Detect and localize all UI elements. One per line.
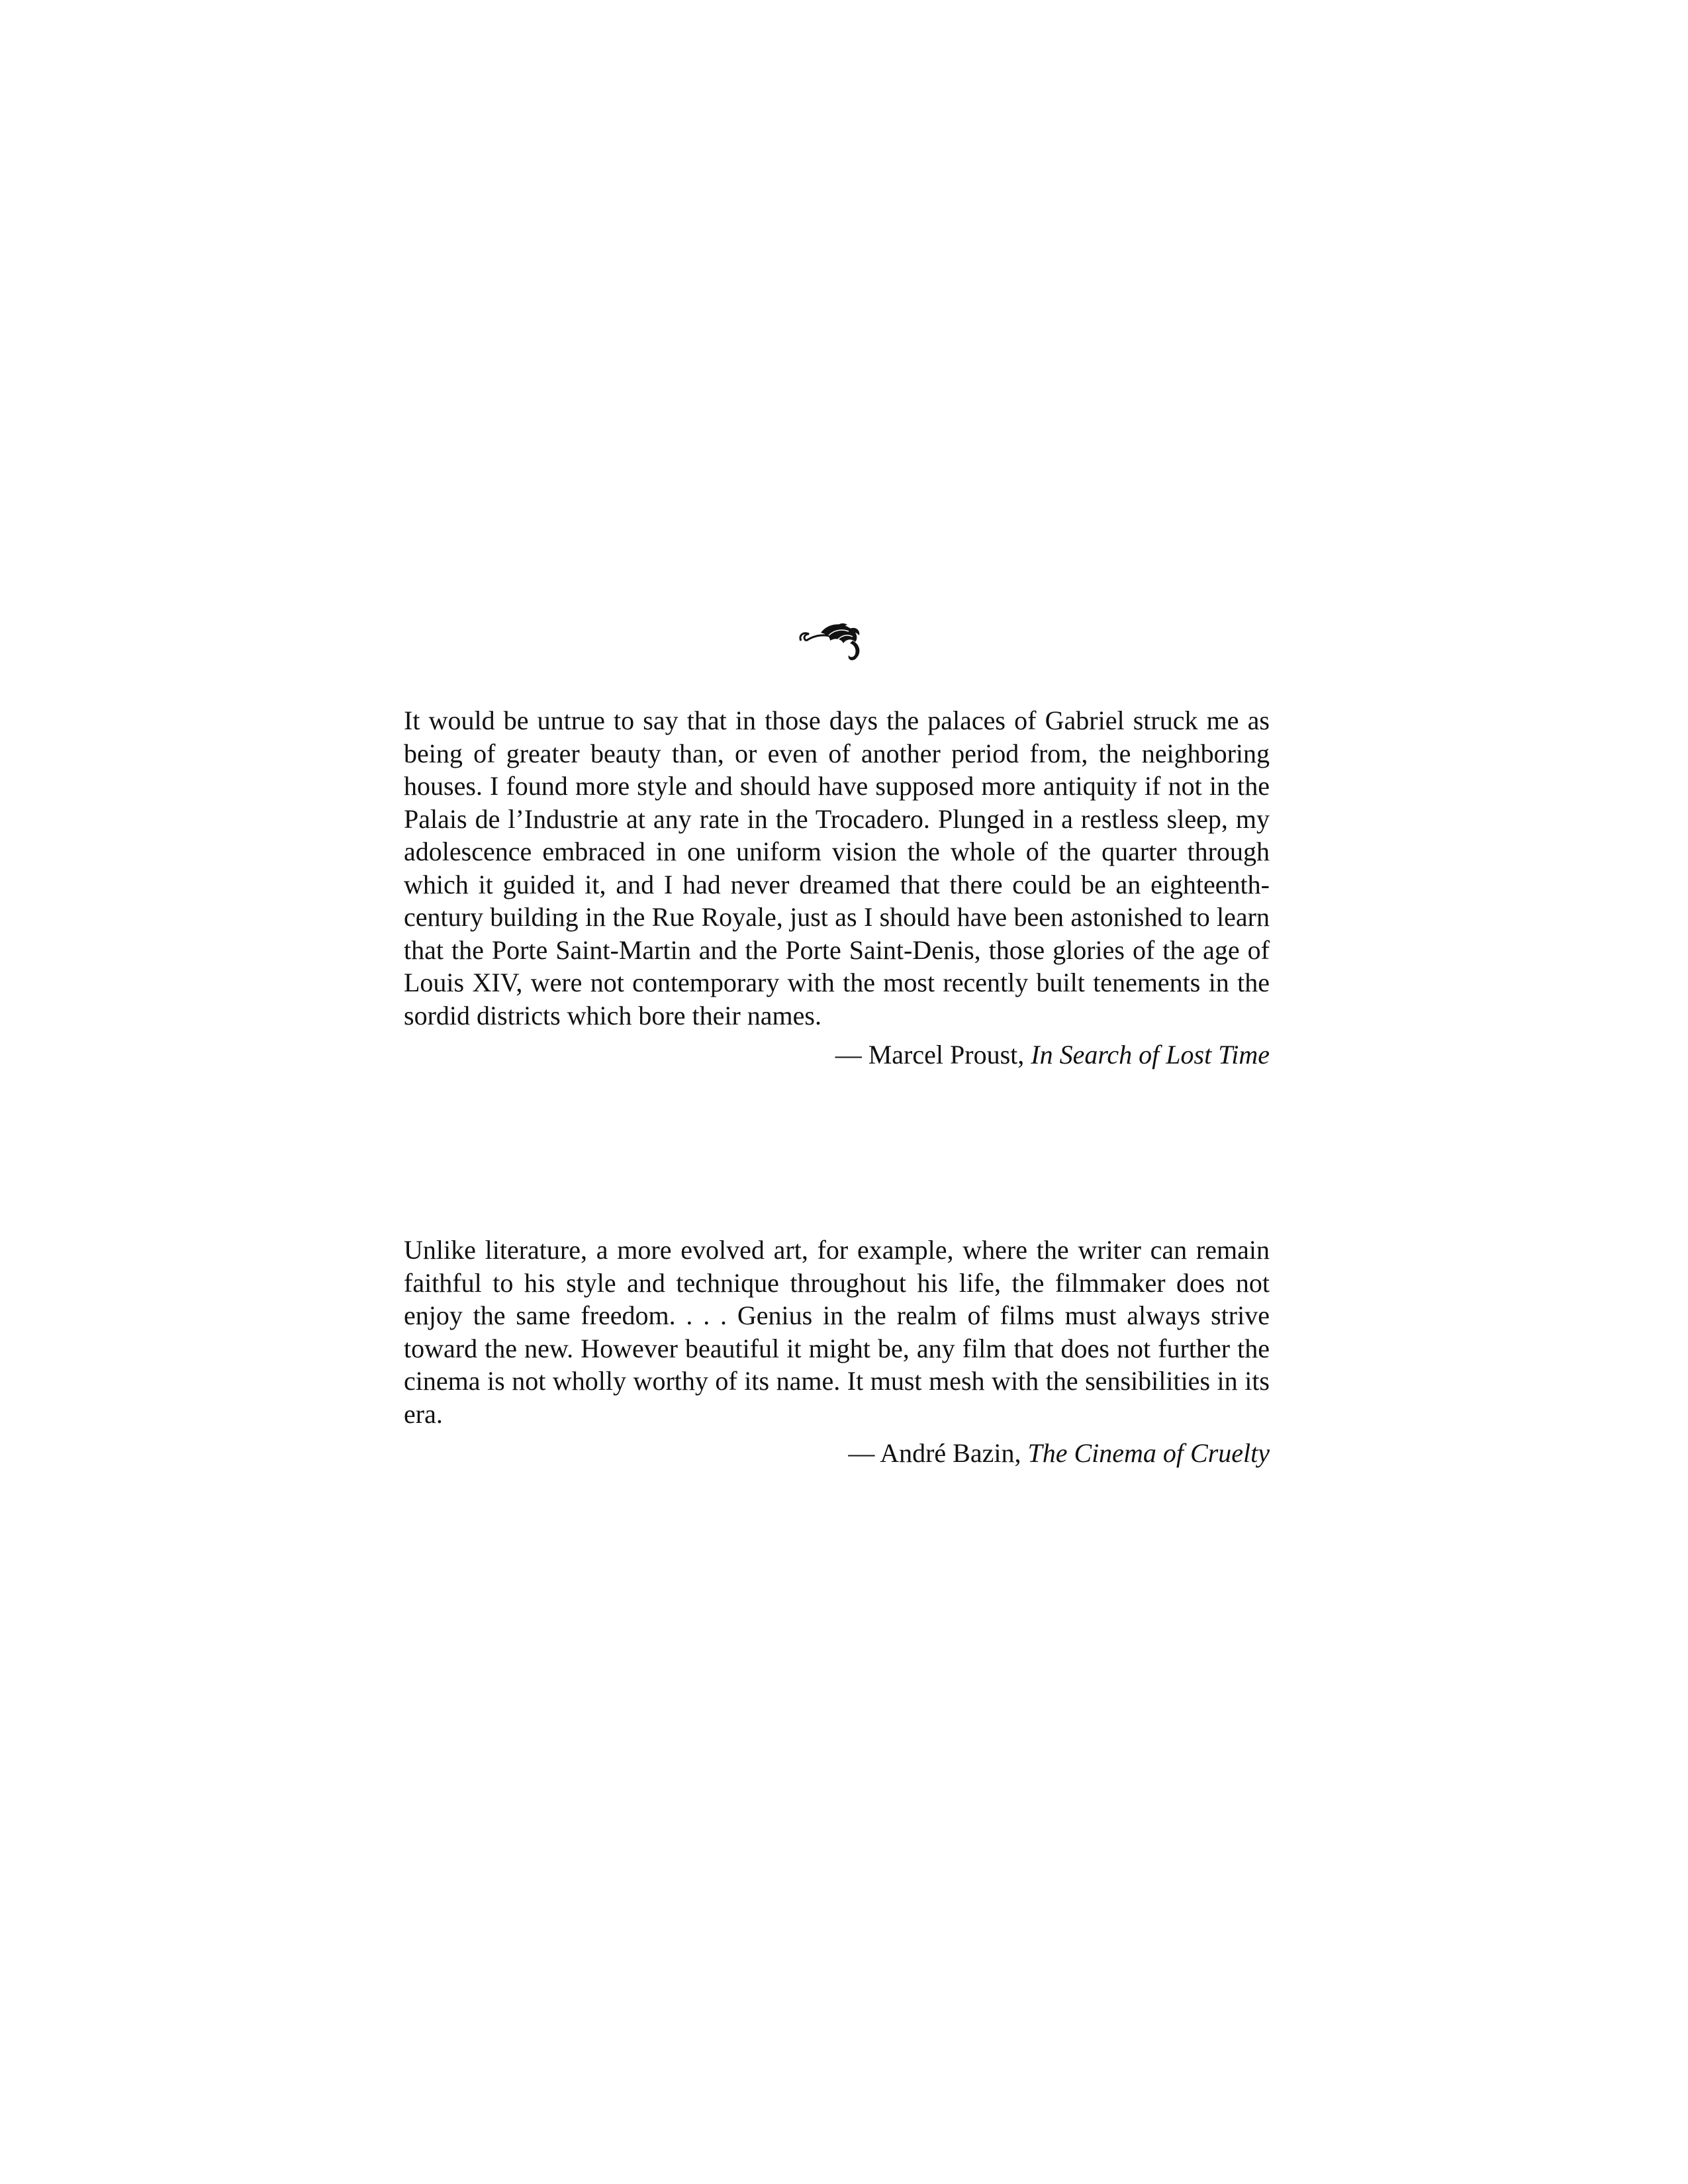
fleuron-icon	[794, 621, 867, 667]
author-name: — Marcel Proust,	[835, 1040, 1031, 1069]
attribution	[404, 1437, 1270, 1470]
author-name: — André Bazin,	[848, 1438, 1028, 1468]
epigraph-bazin	[404, 1234, 1270, 1470]
attribution	[404, 1038, 1270, 1071]
quote-text: Unlike literature, a more evolved art, for example, where the writer can remain faithful to his style and technique throughout his life, the filmmaker does not enjoy the same freedom. . . . Genius in the realm of films must always strive toward the new. However beautiful it might be, any film that does not further the cinema is not wholly worthy of its name. It must mesh with the sensibilities in its era.	[404, 1235, 1270, 1429]
work-title: In Search of Lost Time	[1031, 1040, 1270, 1069]
quote-text: It would be untrue to say that in those days the palaces of Gabriel struck me as being of greater beauty than, or even of another period from, the neighboring houses. I found more style and should have supposed more antiquity if not in the Palais de l’Industrie at any rate in the Trocadero. Plunged in a restless sleep, my adolescence embraced in one uniform vision the whole of the quarter through which it guided it, and I had never dreamed that there could be an eighteenth-century building in the Rue Royale, just as I should have been astonished to learn that the Porte Saint-Martin and the Porte Saint-Denis, those glories of the age of Louis XIV, were not contemporary with the most recently built tenements in the sordid districts which bore their names.	[404, 705, 1270, 1030]
epigraph-proust	[404, 704, 1270, 1071]
work-title: The Cinema of Cruelty	[1027, 1438, 1270, 1468]
